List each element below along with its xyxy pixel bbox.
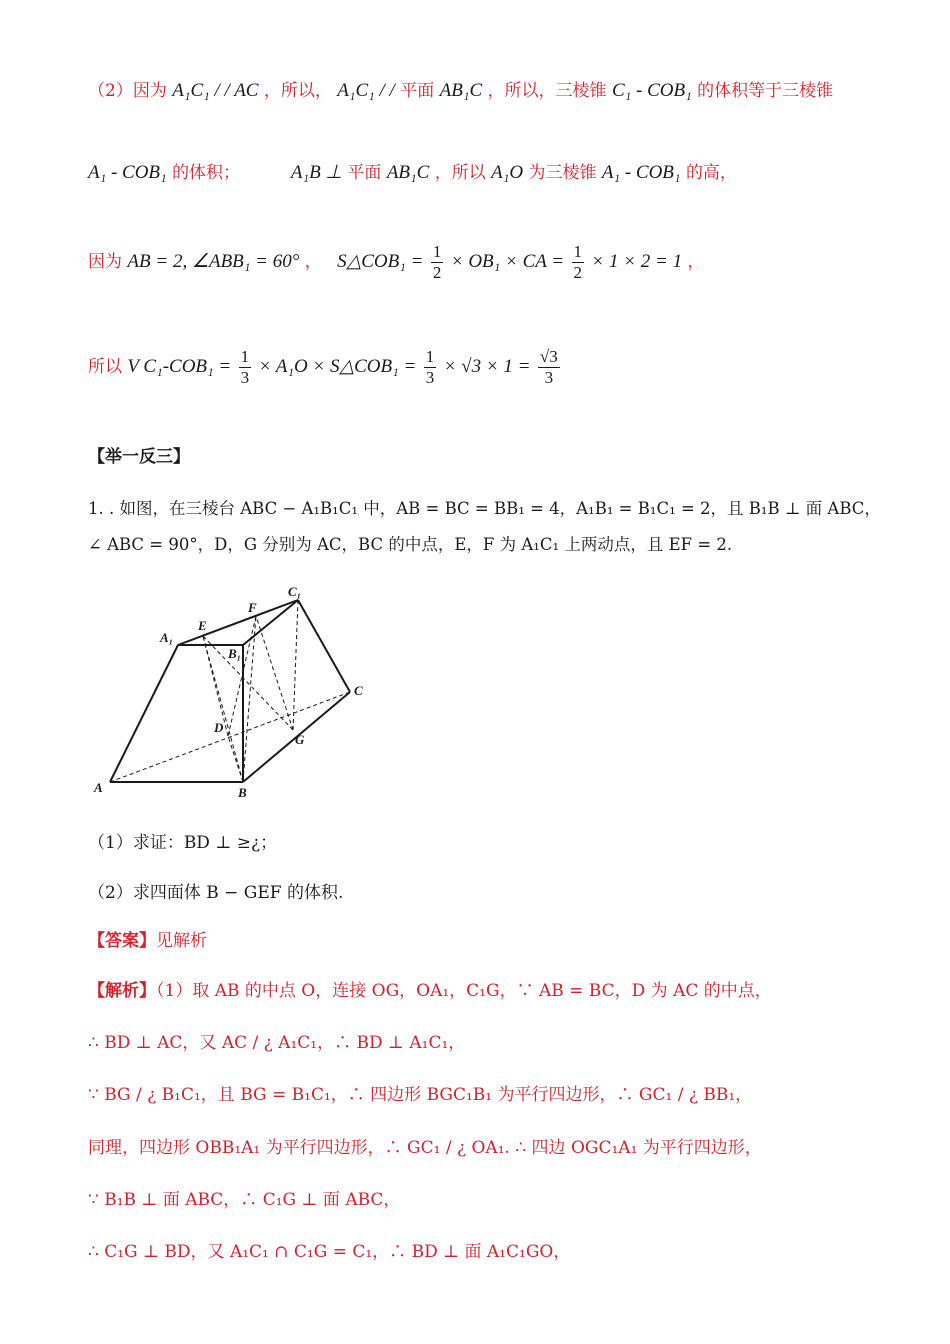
- edge-gc1: [293, 600, 298, 730]
- solid-edges: [110, 600, 350, 782]
- analysis-line-2: ∴ BD ⊥ AC，又 AC / ¿ A₁C₁，∴ BD ⊥ A₁C₁，: [88, 1033, 466, 1053]
- text: 的体积等于三棱锥: [697, 81, 834, 101]
- math: AB₁C: [386, 162, 430, 183]
- label-d: D: [214, 720, 224, 735]
- numerator: √3: [539, 347, 558, 366]
- math: A₁C₁ / / AC: [172, 80, 259, 101]
- label-a: A: [94, 780, 103, 795]
- denominator: 3: [544, 368, 554, 387]
- fraction: [239, 347, 252, 388]
- numerator: 1: [573, 242, 582, 261]
- solution-line-1: [88, 80, 833, 102]
- math: C₁ - COB₁: [611, 80, 692, 101]
- analysis-line-5: ∵ B₁B ⊥ 面 ABC，∴ C₁G ⊥ 面 ABC，: [88, 1190, 401, 1210]
- text: 平面: [347, 163, 382, 183]
- analysis-line-4: 同理，四边形 OBB₁A₁ 为平行四边形，∴ GC₁ / ¿ OA₁. ∴ 四边 OGC₁A₁ 为平行四边形，: [88, 1138, 762, 1158]
- answer-line: [88, 930, 207, 952]
- denominator: 2: [432, 263, 442, 282]
- math: AB₁C: [439, 80, 483, 101]
- analysis-line-3: ∵ BG / ¿ B₁C₁，且 BG = B₁C₁，∴ 四边形 BGC₁B₁ 为平行四边形，∴ GC₁ / ¿ BB₁，: [88, 1085, 753, 1105]
- label-c: C: [354, 683, 363, 698]
- label-g: G: [295, 732, 305, 747]
- math: V C₁-COB₁ =: [127, 356, 232, 377]
- numerator: 1: [432, 242, 442, 261]
- problem-line-1: 1. . 如图，在三棱台 ABC − A₁B₁C₁ 中，AB = BC = BB₁ = 4，A₁B₁ = B₁C₁ = 2，且 B₁B ⊥ 面 ABC，: [88, 499, 881, 518]
- math: A₁O: [491, 162, 524, 183]
- fraction: [424, 347, 437, 388]
- label-b: B: [238, 785, 247, 800]
- answer-text: 见解析: [156, 931, 207, 951]
- fraction: [538, 347, 560, 388]
- solution-line-4: [88, 345, 562, 389]
- text: 所以: [88, 357, 122, 377]
- numerator: 1: [425, 347, 435, 366]
- math: AB = 2, ∠ABB₁ = 60°: [127, 251, 300, 272]
- text: ，: [687, 252, 705, 272]
- text: ，所以，: [263, 81, 332, 101]
- text: （2）因为: [88, 81, 167, 101]
- denominator: 3: [425, 368, 435, 387]
- text: ，所以: [434, 163, 486, 183]
- text: 平面: [400, 81, 435, 101]
- analysis-text: （1）取 AB 的中点 O，连接 OG，OA₁，C₁G，∵ AB = BC，D 为 AC 的中点，: [156, 981, 772, 1001]
- section-heading: 【举一反三】: [88, 447, 190, 467]
- question-1: （1）求证：BD ⊥ ≥¿；: [88, 833, 278, 853]
- label-b1: B₁: [228, 646, 242, 661]
- frustum-figure: [88, 580, 368, 800]
- text: 的体积；: [172, 163, 241, 183]
- label-c1: C₁: [288, 584, 302, 599]
- label-e: E: [198, 618, 207, 633]
- edge-cc1: [298, 600, 350, 692]
- analysis-label: 【解析】: [88, 981, 156, 1001]
- edge-gf: [256, 616, 293, 730]
- math: S△COB₁ =: [337, 251, 424, 272]
- fraction: [572, 242, 585, 283]
- question-2: （2）求四面体 B − GEF 的体积.: [88, 883, 344, 903]
- math: × 1 × 2 = 1: [591, 251, 683, 272]
- denominator: 2: [573, 263, 582, 282]
- math: × OB₁ × CA =: [450, 251, 565, 272]
- denominator: 3: [240, 368, 250, 387]
- problem-line-2: ∠ ABC = 90°，D，G 分别为 AC，BC 的中点，E，F 为 A₁C₁ 上两动点，且 EF = 2.: [88, 535, 733, 554]
- label-a1: A₁: [160, 630, 174, 645]
- analysis-line-6: ∴ C₁G ⊥ BD，又 A₁C₁ ∩ C₁G = C₁，∴ BD ⊥ 面 A₁C₁GO，: [88, 1242, 571, 1262]
- edge-aa1: [110, 645, 178, 782]
- solution-line-3: [88, 240, 705, 284]
- answer-label: 【答案】: [88, 931, 156, 951]
- numerator: 1: [240, 347, 250, 366]
- label-f: F: [248, 600, 257, 615]
- text: 因为: [88, 252, 122, 272]
- edge-a1c1: [178, 600, 298, 645]
- solution-line-2: [88, 162, 737, 184]
- text: 为三棱锥: [528, 163, 597, 183]
- math: × A₁O × S△COB₁ =: [258, 356, 417, 377]
- math: A₁ - COB₁: [88, 162, 167, 183]
- edge-ac: [110, 692, 350, 782]
- analysis-line-1: [88, 980, 772, 1002]
- math: A₁B ⊥: [290, 162, 342, 183]
- fraction: [431, 242, 444, 283]
- text: ，: [304, 252, 322, 272]
- math: × √3 × 1 =: [443, 356, 531, 377]
- text: ，所以，三棱锥: [487, 81, 607, 101]
- text: 的高，: [685, 163, 737, 183]
- math: A₁ - COB₁: [601, 162, 681, 183]
- math: A₁C₁ / /: [337, 80, 395, 101]
